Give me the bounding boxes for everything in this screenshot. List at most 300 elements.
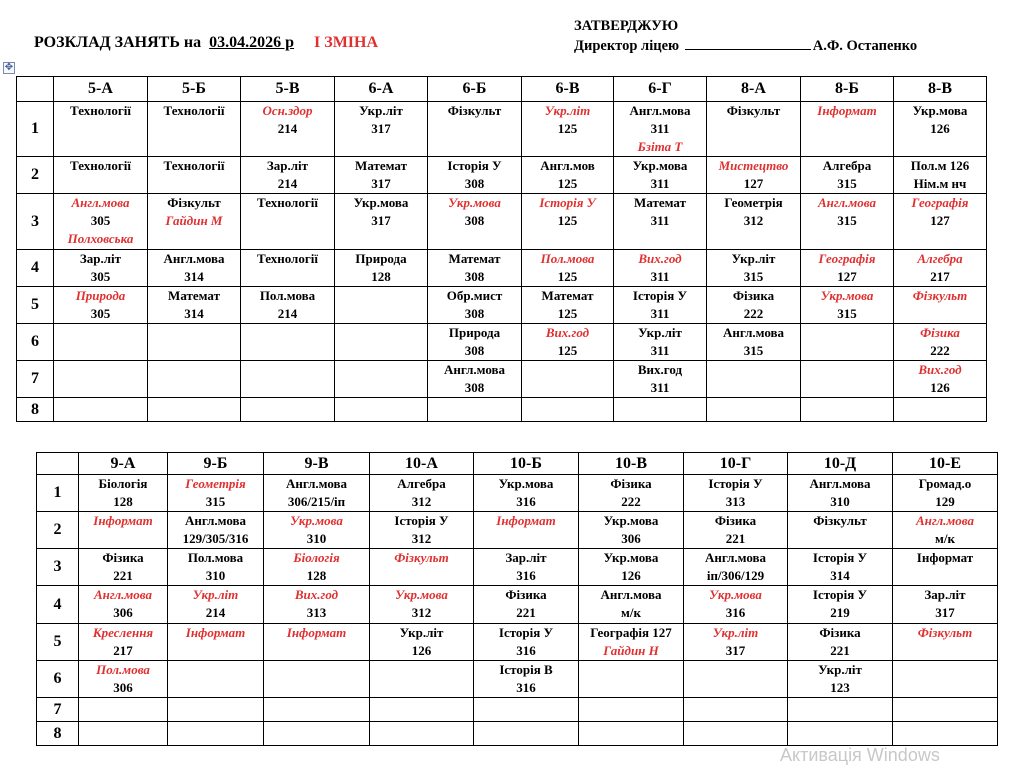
lesson-line: Інформат: [916, 550, 974, 565]
lesson-cell[interactable]: [684, 475, 788, 512]
lesson-cell[interactable]: [241, 324, 335, 361]
lesson-cell[interactable]: [264, 549, 370, 586]
class-header: 10-В: [579, 453, 684, 475]
lesson-line: Біологія: [293, 550, 340, 565]
corner-cell: [37, 453, 79, 475]
lesson-cell[interactable]: [801, 194, 894, 250]
lesson-cell[interactable]: [579, 661, 684, 698]
lesson-cell[interactable]: [522, 250, 614, 287]
lesson-cell[interactable]: [264, 661, 370, 698]
schedule-title: [34, 34, 378, 52]
lesson-cell[interactable]: [428, 250, 522, 287]
lesson-line: 308: [464, 306, 485, 321]
lesson-number: 2: [17, 157, 54, 194]
lesson-line: Географія: [911, 195, 969, 210]
lesson-line: Англ.мова: [629, 103, 691, 118]
lesson-cell[interactable]: [148, 250, 241, 287]
lesson-line: Математ: [541, 288, 594, 303]
lesson-line: 125: [557, 269, 578, 284]
lesson-line: 308: [464, 380, 485, 395]
lesson-cell[interactable]: [54, 324, 148, 361]
lesson-cell[interactable]: [522, 157, 614, 194]
lesson-cell[interactable]: [428, 102, 522, 157]
lesson-cell[interactable]: [264, 586, 370, 624]
lesson-cell[interactable]: [522, 324, 614, 361]
lesson-cell[interactable]: [335, 287, 428, 324]
lesson-cell[interactable]: [788, 586, 893, 624]
lesson-cell[interactable]: [241, 287, 335, 324]
lesson-cell[interactable]: [148, 102, 241, 157]
lesson-cell[interactable]: [148, 287, 241, 324]
class-header: 9-А: [79, 453, 168, 475]
lesson-cell[interactable]: [522, 194, 614, 250]
lesson-cell[interactable]: [801, 324, 894, 361]
lesson-cell[interactable]: [801, 157, 894, 194]
lesson-cell[interactable]: [893, 586, 998, 624]
lesson-cell[interactable]: [79, 624, 168, 661]
lesson-line: Геометрія: [724, 195, 783, 210]
lesson-cell[interactable]: [79, 475, 168, 512]
lesson-line: Математ: [634, 195, 686, 210]
lesson-cell[interactable]: [168, 722, 264, 746]
lesson-line: Історія У: [632, 288, 688, 303]
lesson-line: Технології: [70, 158, 131, 173]
lesson-cell[interactable]: [893, 661, 998, 698]
lesson-cell[interactable]: [54, 194, 148, 250]
lesson-cell[interactable]: [614, 398, 707, 422]
lesson-cell[interactable]: [788, 475, 893, 512]
lesson-line: 313: [725, 494, 746, 509]
lesson-line: Фізкульт: [912, 288, 968, 303]
lesson-line: 308: [464, 213, 485, 228]
lesson-cell[interactable]: [79, 722, 168, 746]
lesson-cell[interactable]: [148, 194, 241, 250]
lesson-cell[interactable]: [474, 549, 579, 586]
lesson-cell[interactable]: [894, 157, 987, 194]
lesson-cell[interactable]: [579, 549, 684, 586]
lesson-cell[interactable]: [428, 398, 522, 422]
lesson-cell[interactable]: [579, 586, 684, 624]
lesson-line: Укр.літ: [192, 587, 239, 602]
lesson-cell[interactable]: [893, 512, 998, 549]
lesson-cell[interactable]: [370, 586, 474, 624]
lesson-cell[interactable]: [168, 475, 264, 512]
lesson-cell[interactable]: [264, 624, 370, 661]
lesson-cell[interactable]: [79, 512, 168, 549]
lesson-cell[interactable]: [428, 194, 522, 250]
class-header: 8-В: [894, 77, 987, 102]
lesson-row: [37, 512, 998, 549]
lesson-line: Англ.мова: [71, 195, 130, 210]
lesson-cell[interactable]: [241, 157, 335, 194]
lesson-cell[interactable]: [79, 661, 168, 698]
lesson-cell[interactable]: [707, 361, 801, 398]
lesson-cell[interactable]: [894, 324, 987, 361]
class-header: 8-Б: [801, 77, 894, 102]
table-1-header-row: [17, 77, 987, 102]
lesson-number: 6: [17, 324, 54, 361]
lesson-line: Історія В: [499, 662, 553, 677]
lesson-line: Фізика: [819, 625, 861, 640]
lesson-cell[interactable]: [335, 102, 428, 157]
lesson-line: Англ.мова: [722, 325, 785, 340]
lesson-number: 4: [37, 586, 79, 624]
lesson-line: Англ.мова: [809, 476, 871, 491]
lesson-cell[interactable]: [801, 361, 894, 398]
lesson-cell[interactable]: [522, 102, 614, 157]
lesson-line: 214: [277, 306, 298, 321]
approval-name: А.Ф. Остапенко: [812, 38, 918, 54]
lesson-line: 313: [306, 605, 327, 620]
lesson-line: 128: [113, 494, 133, 509]
lesson-cell[interactable]: [522, 287, 614, 324]
lesson-line: 125: [557, 121, 578, 136]
lesson-cell[interactable]: [335, 194, 428, 250]
lesson-cell[interactable]: [893, 722, 998, 746]
lesson-line: Зар.літ: [505, 550, 547, 565]
lesson-line: іп/306/129: [706, 568, 765, 583]
lesson-cell[interactable]: [579, 475, 684, 512]
lesson-cell[interactable]: [707, 324, 801, 361]
lesson-line: 315: [837, 176, 857, 191]
lesson-cell[interactable]: [801, 250, 894, 287]
lesson-cell[interactable]: [428, 324, 522, 361]
lesson-number: 6: [37, 661, 79, 698]
lesson-line: Англ.мова: [600, 587, 662, 602]
lesson-line: 314: [830, 568, 850, 583]
lesson-cell[interactable]: [474, 475, 579, 512]
lesson-line: Осн.здор: [262, 103, 313, 118]
lesson-line: Фізика: [714, 513, 757, 528]
lesson-cell[interactable]: [148, 398, 241, 422]
shift-label: І ЗМІНА: [314, 34, 379, 51]
lesson-line: 317: [371, 176, 391, 191]
schedule-date: 03.04.2026 р: [209, 34, 295, 51]
lesson-cell[interactable]: [614, 287, 707, 324]
class-header: 6-Г: [614, 77, 707, 102]
lesson-line: Пол.м 126: [910, 158, 970, 173]
table-2-header-row: [37, 453, 998, 475]
lesson-line: Природа: [448, 325, 501, 340]
lesson-cell[interactable]: [707, 157, 801, 194]
lesson-line: Інформат: [93, 513, 153, 528]
lesson-cell[interactable]: [614, 324, 707, 361]
lesson-cell[interactable]: [788, 512, 893, 549]
lesson-line: 305: [90, 269, 111, 284]
lesson-number: 1: [17, 102, 54, 157]
class-header: 10-Б: [474, 453, 579, 475]
lesson-cell[interactable]: [614, 102, 707, 157]
lesson-cell[interactable]: [370, 624, 474, 661]
lesson-line: Укр.мова: [603, 550, 659, 565]
lesson-line: Укр.мова: [820, 288, 874, 303]
lesson-line: Природа: [355, 251, 407, 266]
lesson-cell[interactable]: [264, 475, 370, 512]
lesson-line: 214: [277, 121, 298, 136]
lesson-cell[interactable]: [801, 287, 894, 324]
lesson-cell[interactable]: [707, 194, 801, 250]
lesson-cell[interactable]: [370, 512, 474, 549]
lesson-line: 126: [930, 380, 950, 395]
lesson-line: 306: [113, 680, 133, 695]
lesson-line: 315: [743, 343, 764, 358]
lesson-cell[interactable]: [79, 586, 168, 624]
lesson-cell[interactable]: [335, 324, 428, 361]
lesson-cell[interactable]: [54, 157, 148, 194]
signature-line: [685, 36, 811, 50]
lesson-cell[interactable]: [474, 586, 579, 624]
lesson-cell[interactable]: [148, 361, 241, 398]
lesson-cell[interactable]: [335, 398, 428, 422]
lesson-cell[interactable]: [79, 698, 168, 722]
lesson-line: Математ: [355, 158, 407, 173]
lesson-line: 221: [725, 531, 746, 546]
lesson-line: 310: [830, 494, 850, 509]
lesson-cell[interactable]: [684, 722, 788, 746]
lesson-cell[interactable]: [614, 157, 707, 194]
lesson-row: [37, 549, 998, 586]
lesson-line: 314: [184, 269, 204, 284]
lesson-line: Фізика: [920, 325, 960, 340]
lesson-cell[interactable]: [893, 475, 998, 512]
lesson-cell[interactable]: [801, 398, 894, 422]
lesson-line: Інформат: [286, 625, 347, 640]
lesson-line: 316: [516, 494, 536, 509]
lesson-line: Англ.мова: [285, 476, 348, 491]
lesson-line: Математ: [448, 251, 501, 266]
lesson-cell[interactable]: [370, 722, 474, 746]
lesson-cell[interactable]: [522, 361, 614, 398]
lesson-cell[interactable]: [335, 157, 428, 194]
lesson-line: Пол.мова: [96, 662, 150, 677]
lesson-cell[interactable]: [168, 698, 264, 722]
lesson-line: 315: [205, 494, 226, 509]
lesson-cell[interactable]: [894, 287, 987, 324]
lesson-cell[interactable]: [264, 512, 370, 549]
lesson-line: 123: [830, 680, 850, 695]
lesson-cell[interactable]: [168, 624, 264, 661]
lesson-cell[interactable]: [148, 324, 241, 361]
lesson-line: Зар.літ: [266, 158, 309, 173]
lesson-cell[interactable]: [684, 586, 788, 624]
lesson-row: [17, 157, 987, 194]
lesson-line: Обр.мист: [446, 288, 503, 303]
lesson-line: 306/215/іп: [287, 494, 346, 509]
lesson-line: Алгебра: [822, 158, 872, 173]
lesson-cell[interactable]: [893, 698, 998, 722]
lesson-cell[interactable]: [522, 398, 614, 422]
lesson-cell[interactable]: [241, 250, 335, 287]
lesson-cell[interactable]: [168, 586, 264, 624]
lesson-cell[interactable]: [335, 361, 428, 398]
lesson-cell[interactable]: [54, 250, 148, 287]
lesson-line: 310: [205, 568, 226, 583]
lesson-line: 312: [411, 494, 432, 509]
lesson-line: 214: [277, 176, 298, 191]
lesson-cell[interactable]: [168, 549, 264, 586]
lesson-line: Інформат: [496, 513, 556, 528]
lesson-line: Фізика: [732, 288, 775, 303]
lesson-cell[interactable]: [54, 398, 148, 422]
lesson-cell[interactable]: [335, 250, 428, 287]
lesson-cell[interactable]: [893, 549, 998, 586]
class-header: 9-В: [264, 453, 370, 475]
lesson-cell[interactable]: [428, 287, 522, 324]
lesson-line: 317: [725, 643, 746, 658]
lesson-cell[interactable]: [894, 102, 987, 157]
approval-block: [574, 16, 917, 56]
lesson-cell[interactable]: [707, 250, 801, 287]
lesson-cell[interactable]: [241, 361, 335, 398]
lesson-cell[interactable]: [788, 624, 893, 661]
class-header: 6-Б: [428, 77, 522, 102]
lesson-cell[interactable]: [168, 512, 264, 549]
lesson-cell[interactable]: [241, 398, 335, 422]
lesson-cell[interactable]: [370, 698, 474, 722]
lesson-cell[interactable]: [707, 102, 801, 157]
lesson-cell[interactable]: [788, 661, 893, 698]
lesson-row: [17, 361, 987, 398]
lesson-cell[interactable]: [893, 624, 998, 661]
lesson-line: 308: [464, 343, 485, 358]
lesson-line: 310: [306, 531, 327, 546]
lesson-cell[interactable]: [684, 624, 788, 661]
lesson-row: [37, 722, 998, 746]
lesson-cell[interactable]: [370, 475, 474, 512]
lesson-cell[interactable]: [579, 512, 684, 549]
lesson-line: 306: [113, 605, 133, 620]
lesson-cell[interactable]: [241, 102, 335, 157]
lesson-cell[interactable]: [148, 157, 241, 194]
lesson-line: 316: [725, 605, 746, 620]
lesson-cell[interactable]: [614, 194, 707, 250]
lesson-line: 312: [743, 213, 764, 228]
lesson-line: 317: [371, 121, 391, 136]
lesson-line: Креслення: [92, 625, 154, 640]
lesson-line: 128: [371, 269, 391, 284]
approval-role: Директор ліцею: [574, 38, 680, 54]
lesson-number: 4: [17, 250, 54, 287]
lesson-cell[interactable]: [684, 512, 788, 549]
lesson-cell[interactable]: [894, 250, 987, 287]
lesson-line: 311: [650, 343, 670, 358]
class-header: 5-А: [54, 77, 148, 102]
lesson-line: 305: [90, 306, 111, 321]
lesson-line: Англ.мова: [184, 513, 247, 528]
lesson-line: Алгебра: [397, 476, 446, 491]
lesson-line: 315: [837, 213, 857, 228]
lesson-cell[interactable]: [684, 661, 788, 698]
lesson-line: 125: [557, 176, 578, 191]
class-header: 5-В: [241, 77, 335, 102]
lesson-line: Технології: [257, 251, 318, 266]
lesson-cell[interactable]: [241, 194, 335, 250]
schedule-table-1: [16, 76, 987, 422]
lesson-cell[interactable]: [684, 549, 788, 586]
lesson-cell[interactable]: [894, 194, 987, 250]
lesson-cell[interactable]: [370, 549, 474, 586]
lesson-cell[interactable]: [428, 361, 522, 398]
lesson-line: Вих.год: [637, 362, 683, 377]
lesson-cell[interactable]: [474, 512, 579, 549]
lesson-cell[interactable]: [264, 698, 370, 722]
lesson-cell[interactable]: [684, 698, 788, 722]
lesson-line: 317: [935, 605, 955, 620]
lesson-cell[interactable]: [474, 698, 579, 722]
class-header: 5-Б: [148, 77, 241, 102]
lesson-line: Англ.мова: [93, 587, 153, 602]
lesson-line: 126: [930, 121, 950, 136]
lesson-cell[interactable]: [54, 361, 148, 398]
lesson-line: Англ.мов: [540, 158, 595, 173]
lesson-cell[interactable]: [474, 661, 579, 698]
lesson-line: Математ: [168, 288, 220, 303]
lesson-line: Полховська: [67, 231, 134, 246]
lesson-line: 306: [621, 531, 641, 546]
lesson-cell[interactable]: [474, 624, 579, 661]
lesson-cell[interactable]: [54, 287, 148, 324]
lesson-number: 1: [37, 475, 79, 512]
class-header: 10-А: [370, 453, 474, 475]
lesson-line: 125: [557, 343, 578, 358]
lesson-cell[interactable]: [370, 661, 474, 698]
lesson-cell[interactable]: [579, 624, 684, 661]
lesson-cell[interactable]: [894, 398, 987, 422]
lesson-cell[interactable]: [579, 698, 684, 722]
lesson-line: Укр.мова: [498, 476, 554, 491]
lesson-line: Англ.мова: [443, 362, 506, 377]
lesson-cell[interactable]: [474, 722, 579, 746]
lesson-line: 314: [184, 306, 204, 321]
lesson-cell[interactable]: [801, 102, 894, 157]
lesson-cell[interactable]: [614, 361, 707, 398]
lesson-cell[interactable]: [579, 722, 684, 746]
lesson-line: 311: [650, 176, 670, 191]
lesson-row: [37, 661, 998, 698]
lesson-cell[interactable]: [428, 157, 522, 194]
lesson-line: Технології: [163, 158, 225, 173]
lesson-row: [37, 698, 998, 722]
class-header: 8-А: [707, 77, 801, 102]
lesson-line: 126: [621, 568, 641, 583]
lesson-cell[interactable]: [707, 287, 801, 324]
lesson-line: Історія У: [394, 513, 449, 528]
lesson-line: Фізкульт: [167, 195, 221, 210]
lesson-cell[interactable]: [894, 361, 987, 398]
lesson-cell[interactable]: [707, 398, 801, 422]
lesson-line: Вих.год: [918, 362, 962, 377]
lesson-cell[interactable]: [79, 549, 168, 586]
lesson-line: м/к: [935, 531, 955, 546]
lesson-cell[interactable]: [788, 722, 893, 746]
lesson-cell[interactable]: [788, 698, 893, 722]
lesson-line: 127: [930, 213, 950, 228]
lesson-cell[interactable]: [168, 661, 264, 698]
lesson-line: Фізика: [505, 587, 547, 602]
lesson-cell[interactable]: [788, 549, 893, 586]
lesson-line: 222: [621, 494, 641, 509]
lesson-line: Укр.літ: [818, 662, 862, 677]
lesson-line: Бзіта Т: [637, 139, 683, 154]
move-table-icon[interactable]: ✥: [4, 62, 14, 73]
lesson-cell[interactable]: [614, 250, 707, 287]
lesson-line: 217: [113, 643, 133, 658]
lesson-cell[interactable]: [264, 722, 370, 746]
lesson-cell[interactable]: [54, 102, 148, 157]
lesson-line: 222: [743, 306, 764, 321]
lesson-line: Гайдин М: [165, 213, 223, 228]
lesson-line: Інформат: [817, 103, 877, 118]
